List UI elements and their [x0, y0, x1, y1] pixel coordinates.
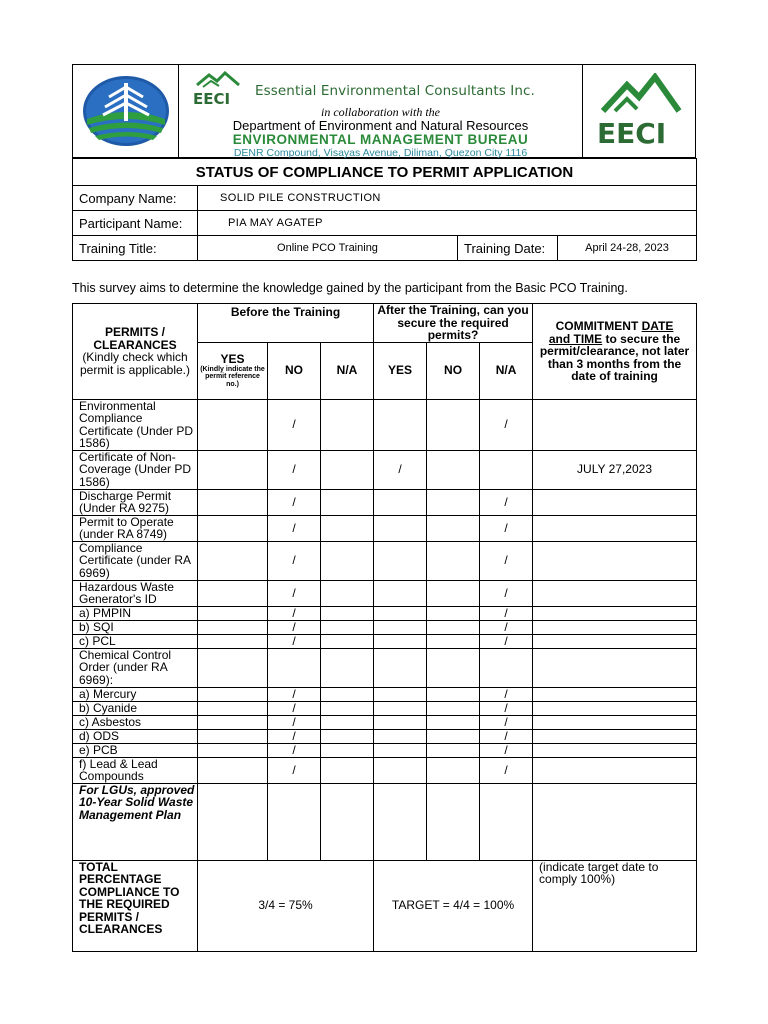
commitment-cell[interactable]: [533, 399, 697, 450]
after-yes-cell[interactable]: [374, 701, 427, 715]
after-na-cell[interactable]: /: [480, 515, 533, 541]
after-no-cell[interactable]: [427, 515, 480, 541]
before-no-cell[interactable]: /: [268, 701, 321, 715]
permit-name: For LGUs, approved 10-Year Solid Waste Management Plan: [73, 783, 198, 860]
before-no-cell[interactable]: /: [268, 729, 321, 743]
permit-name: c) PCL: [73, 634, 198, 648]
commitment-cell[interactable]: [533, 515, 697, 541]
table-row: [73, 729, 697, 743]
after-na-cell[interactable]: /: [480, 606, 533, 620]
after-yes-cell[interactable]: [374, 515, 427, 541]
permit-name: Compliance Certificate (under RA 6969): [73, 541, 198, 580]
before-training-header: Before the Training: [198, 304, 374, 343]
permit-name: b) Cyanide: [73, 701, 198, 715]
commitment-header-time: and TIME: [548, 331, 603, 346]
after-na-cell[interactable]: /: [480, 580, 533, 606]
after-yes-cell[interactable]: [374, 541, 427, 580]
commitment-cell[interactable]: [533, 648, 697, 687]
before-no-cell[interactable]: /: [268, 757, 321, 783]
before-yes-cell[interactable]: [198, 701, 268, 715]
before-no-cell[interactable]: /: [268, 606, 321, 620]
before-no-cell[interactable]: [268, 648, 321, 687]
commitment-cell[interactable]: [533, 687, 697, 701]
before-yes-cell[interactable]: [198, 729, 268, 743]
after-no-header: NO: [427, 342, 480, 399]
before-yes-cell[interactable]: [198, 606, 268, 620]
after-no-cell[interactable]: [427, 634, 480, 648]
table-row: [73, 580, 697, 606]
commitment-header-a: COMMITMENT: [555, 319, 642, 333]
before-yes-note: (Kindly indicate the permit reference no.): [200, 365, 265, 388]
before-no-cell[interactable]: /: [268, 450, 321, 489]
commitment-cell[interactable]: [533, 620, 697, 634]
participant-label: Participant Name:: [73, 211, 198, 236]
after-na-cell[interactable]: /: [480, 715, 533, 729]
table-row: [73, 620, 697, 634]
training-date-value[interactable]: April 24-28, 2023: [558, 236, 697, 261]
after-na-cell[interactable]: /: [480, 489, 533, 515]
before-yes-cell[interactable]: [198, 634, 268, 648]
table-row: [73, 757, 697, 783]
permit-name: Environmental Compliance Certificate (Under PD 1586): [73, 399, 198, 450]
before-no-cell[interactable]: /: [268, 580, 321, 606]
after-no-cell[interactable]: [427, 580, 480, 606]
permit-name: e) PCB: [73, 743, 198, 757]
before-no-cell[interactable]: /: [268, 620, 321, 634]
after-yes-cell[interactable]: [374, 743, 427, 757]
after-yes-cell[interactable]: [374, 729, 427, 743]
survey-description: This survey aims to determine the knowledge gained by the participant from the Basic PCO Training.: [72, 281, 628, 295]
after-no-cell[interactable]: [427, 783, 480, 860]
department-name: Department of Environment and Natural Resources: [232, 118, 529, 133]
table-row: [73, 783, 697, 860]
permits-table: [72, 303, 697, 952]
after-no-cell[interactable]: [427, 743, 480, 757]
training-title-value[interactable]: Online PCO Training: [198, 236, 458, 261]
denr-seal-icon: [81, 75, 171, 147]
before-yes-cell[interactable]: [198, 489, 268, 515]
before-na-cell[interactable]: [321, 701, 374, 715]
before-no-cell[interactable]: /: [268, 687, 321, 701]
table-row: [73, 450, 697, 489]
address-text: DENR Compound, Visayas Avenue, Diliman, Quezon City 1116: [233, 147, 528, 159]
table-row: [73, 399, 697, 450]
total-commit-value[interactable]: (indicate target date to comply 100%): [533, 860, 697, 951]
before-yes-cell[interactable]: [198, 450, 268, 489]
before-no-cell[interactable]: /: [268, 715, 321, 729]
permit-name: a) Mercury: [73, 687, 198, 701]
before-yes-cell[interactable]: [198, 399, 268, 450]
before-yes-cell[interactable]: [198, 743, 268, 757]
after-no-cell[interactable]: [427, 606, 480, 620]
after-training-header: After the Training, can you secure the required permits?: [374, 304, 533, 343]
after-na-cell[interactable]: /: [480, 634, 533, 648]
table-row: [73, 515, 697, 541]
after-no-cell[interactable]: [427, 729, 480, 743]
after-yes-cell[interactable]: [374, 580, 427, 606]
after-na-cell[interactable]: [480, 783, 533, 860]
permit-name: Chemical Control Order (under RA 6969):: [73, 648, 198, 687]
commitment-cell[interactable]: [533, 580, 697, 606]
permit-name: b) SQI: [73, 620, 198, 634]
form-title: STATUS OF COMPLIANCE TO PERMIT APPLICATION: [73, 159, 697, 186]
collaboration-text: in collaboration with the: [321, 105, 440, 119]
commitment-header: [533, 304, 697, 400]
after-yes-header: YES: [374, 342, 427, 399]
after-yes-cell[interactable]: /: [374, 450, 427, 489]
after-no-cell[interactable]: [427, 648, 480, 687]
before-na-cell[interactable]: [321, 580, 374, 606]
before-na-cell[interactable]: [321, 450, 374, 489]
after-yes-cell[interactable]: [374, 634, 427, 648]
total-row: [73, 860, 697, 951]
before-yes-cell[interactable]: [198, 620, 268, 634]
company-label: Company Name:: [73, 186, 198, 211]
consultant-name: Essential Environmental Consultants Inc.: [255, 83, 535, 99]
table-row: [73, 701, 697, 715]
after-na-cell[interactable]: /: [480, 743, 533, 757]
after-yes-cell[interactable]: [374, 620, 427, 634]
commitment-cell[interactable]: [533, 715, 697, 729]
after-no-cell[interactable]: [427, 489, 480, 515]
after-yes-cell[interactable]: [374, 715, 427, 729]
table-row: [73, 743, 697, 757]
before-yes-cell[interactable]: [198, 580, 268, 606]
before-yes-cell[interactable]: [198, 687, 268, 701]
after-no-cell[interactable]: [427, 541, 480, 580]
permit-name: Hazardous Waste Generator's ID: [73, 580, 198, 606]
participant-value[interactable]: PIA MAY AGATEP: [198, 211, 697, 236]
after-na-cell[interactable]: /: [480, 757, 533, 783]
before-yes-cell[interactable]: [198, 648, 268, 687]
permit-name: c) Asbestos: [73, 715, 198, 729]
before-na-cell[interactable]: [321, 620, 374, 634]
participant-info-table: [72, 158, 697, 261]
training-date-label: Training Date:: [458, 236, 558, 261]
permit-name: Certificate of Non-Coverage (Under PD 1586): [73, 450, 198, 489]
permit-name: Permit to Operate (under RA 8749): [73, 515, 198, 541]
before-yes-cell[interactable]: [198, 541, 268, 580]
before-na-header: N/A: [321, 342, 374, 399]
table-row: [73, 606, 697, 620]
after-na-cell[interactable]: /: [480, 399, 533, 450]
before-yes-cell[interactable]: [198, 757, 268, 783]
eeci-large-logo-icon: [597, 73, 685, 149]
total-before-value[interactable]: 3/4 = 75%: [198, 860, 374, 951]
table-row: [73, 541, 697, 580]
after-na-cell[interactable]: [480, 450, 533, 489]
after-yes-cell[interactable]: [374, 489, 427, 515]
permit-name: d) ODS: [73, 729, 198, 743]
commitment-cell[interactable]: [533, 701, 697, 715]
before-no-cell[interactable]: [268, 783, 321, 860]
eeci-large-logo-text: EECI: [597, 117, 667, 149]
before-yes-cell[interactable]: [198, 783, 268, 860]
before-na-cell[interactable]: [321, 715, 374, 729]
table-row: [73, 489, 697, 515]
after-na-cell[interactable]: /: [480, 541, 533, 580]
before-no-header: NO: [268, 342, 321, 399]
after-yes-cell[interactable]: [374, 606, 427, 620]
before-na-cell[interactable]: [321, 648, 374, 687]
before-yes-label: YES: [220, 352, 245, 366]
before-no-cell[interactable]: /: [268, 634, 321, 648]
before-na-cell[interactable]: [321, 541, 374, 580]
commitment-cell[interactable]: [533, 634, 697, 648]
after-na-cell[interactable]: /: [480, 729, 533, 743]
before-no-cell[interactable]: /: [268, 489, 321, 515]
total-after-value[interactable]: TARGET = 4/4 = 100%: [374, 860, 533, 951]
before-no-cell[interactable]: /: [268, 399, 321, 450]
before-yes-cell[interactable]: [198, 715, 268, 729]
permit-name: a) PMPIN: [73, 606, 198, 620]
bureau-name: ENVIRONMENTAL MANAGEMENT BUREAU: [232, 132, 529, 147]
after-no-cell[interactable]: [427, 715, 480, 729]
after-yes-cell[interactable]: [374, 687, 427, 701]
after-na-cell[interactable]: /: [480, 687, 533, 701]
company-value[interactable]: SOLID PILE CONSTRUCTION: [198, 186, 697, 211]
before-no-cell[interactable]: /: [268, 515, 321, 541]
training-title-label: Training Title:: [73, 236, 198, 261]
before-na-cell[interactable]: [321, 687, 374, 701]
commitment-cell[interactable]: [533, 743, 697, 757]
after-no-cell[interactable]: [427, 620, 480, 634]
commitment-cell[interactable]: [533, 489, 697, 515]
before-na-cell[interactable]: [321, 783, 374, 860]
letterhead: [72, 64, 696, 158]
table-row: [73, 687, 697, 701]
permits-header-note: (Kindly check which permit is applicable.): [79, 350, 191, 377]
before-na-cell[interactable]: [321, 515, 374, 541]
commitment-header-date: DATE: [641, 319, 674, 333]
before-na-cell[interactable]: [321, 729, 374, 743]
permit-name: Discharge Permit (Under RA 9275): [73, 489, 198, 515]
after-na-cell[interactable]: /: [480, 620, 533, 634]
after-no-cell[interactable]: [427, 450, 480, 489]
before-no-cell[interactable]: /: [268, 541, 321, 580]
permits-header: [73, 304, 198, 400]
before-na-cell[interactable]: [321, 634, 374, 648]
eeci-logo-cell: [583, 65, 695, 157]
table-row: [73, 648, 697, 687]
denr-logo-cell: [73, 65, 179, 157]
commitment-cell[interactable]: JULY 27,2023: [533, 450, 697, 489]
before-no-cell[interactable]: /: [268, 743, 321, 757]
after-yes-cell[interactable]: [374, 783, 427, 860]
before-yes-cell[interactable]: [198, 515, 268, 541]
total-label: TOTAL PERCENTAGE COMPLIANCE TO THE REQUIRED PERMITS / CLEARANCES: [73, 860, 198, 951]
commitment-cell[interactable]: [533, 606, 697, 620]
before-na-cell[interactable]: [321, 606, 374, 620]
before-yes-header: [198, 342, 268, 399]
table-row: [73, 715, 697, 729]
table-row: [73, 634, 697, 648]
after-no-cell[interactable]: [427, 757, 480, 783]
commitment-cell[interactable]: [533, 757, 697, 783]
after-yes-cell[interactable]: [374, 757, 427, 783]
commitment-cell[interactable]: [533, 729, 697, 743]
commitment-header-b: to secure the permit/clearance, not later than 3 months from the date of training: [539, 331, 690, 383]
permit-name: f) Lead & Lead Compounds: [73, 757, 198, 783]
commitment-cell[interactable]: [533, 541, 697, 580]
eeci-mountain-logo-icon: [189, 71, 249, 107]
after-no-cell[interactable]: [427, 399, 480, 450]
letterhead-center: [179, 65, 583, 157]
commitment-cell[interactable]: [533, 783, 697, 860]
after-no-cell[interactable]: [427, 687, 480, 701]
after-na-cell[interactable]: /: [480, 701, 533, 715]
before-na-cell[interactable]: [321, 489, 374, 515]
after-na-header: N/A: [480, 342, 533, 399]
permits-header-title: PERMITS / CLEARANCES: [93, 325, 177, 352]
after-na-cell[interactable]: [480, 648, 533, 687]
eeci-logo-text: EECI: [193, 90, 231, 107]
after-no-cell[interactable]: [427, 701, 480, 715]
before-na-cell[interactable]: [321, 757, 374, 783]
before-na-cell[interactable]: [321, 743, 374, 757]
after-yes-cell[interactable]: [374, 399, 427, 450]
after-yes-cell[interactable]: [374, 648, 427, 687]
before-na-cell[interactable]: [321, 399, 374, 450]
